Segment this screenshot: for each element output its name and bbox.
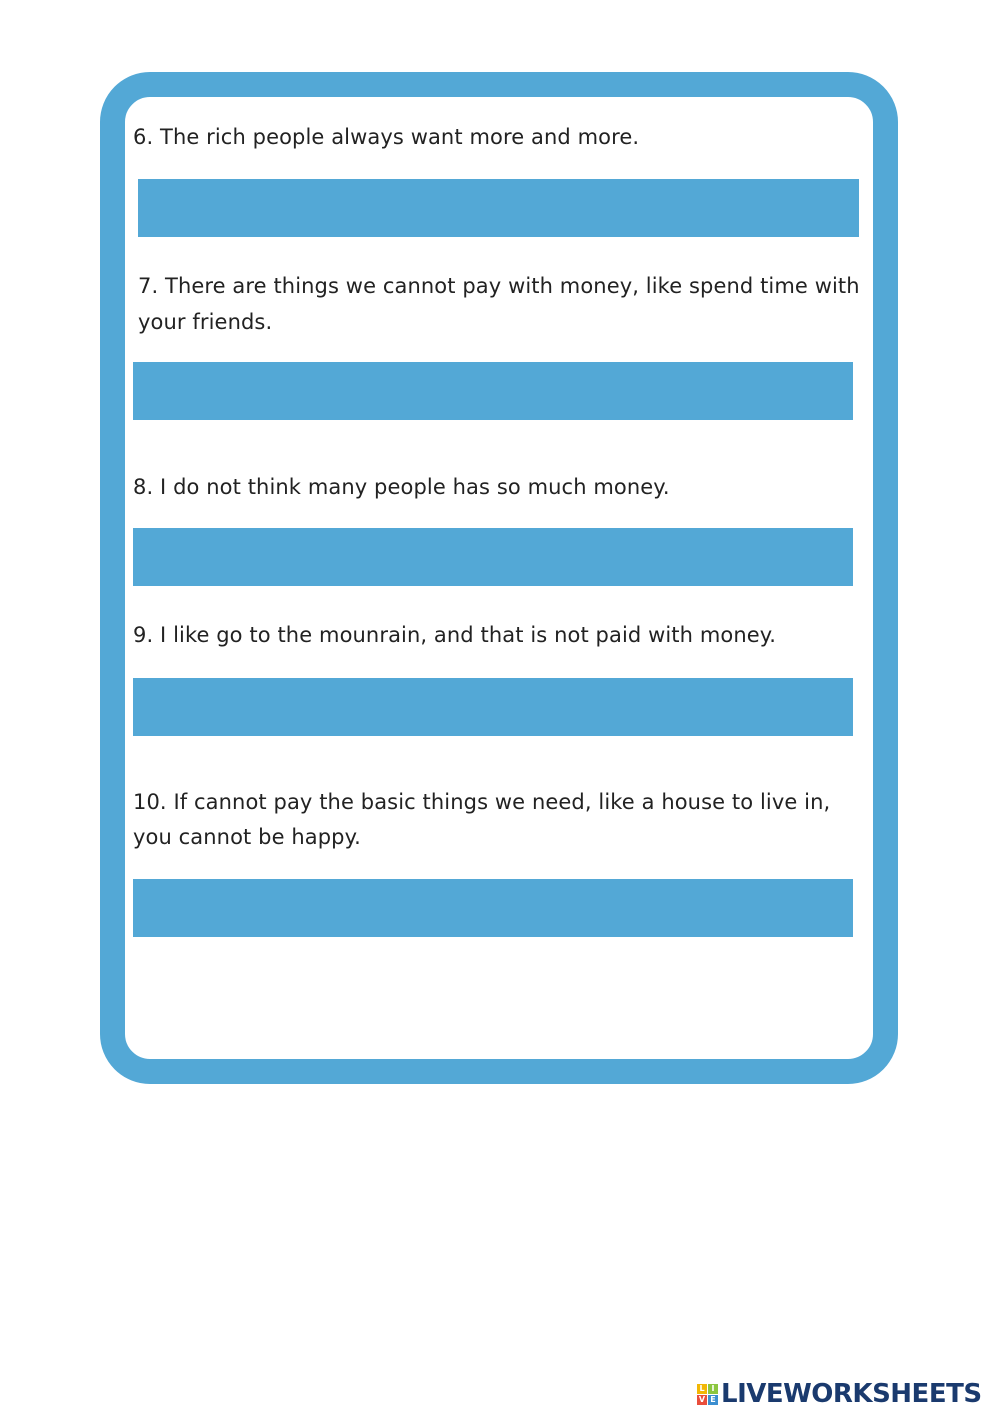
answer-input-6[interactable] [138,179,859,237]
question-10-text-line2: you cannot be happy. [133,825,361,849]
answer-input-7[interactable] [133,362,853,420]
liveworksheets-logo [697,1378,982,1410]
logo-grid-cell: I [708,1384,718,1394]
logo-text: LIVEWORKSHEETS [721,1379,982,1409]
question-10-text-line1: 10. If cannot pay the basic things we need, like a house to live in, [133,790,831,814]
logo-grid-cell: L [697,1384,707,1394]
logo-grid-icon [697,1384,718,1405]
question-9-text: 9. I like go to the mounrain, and that is not paid with money. [133,623,777,647]
question-7-text-line2: your friends. [138,310,273,334]
answer-input-9[interactable] [133,678,853,736]
question-8-text: 8. I do not think many people has so much money. [133,475,670,499]
logo-grid-cell: E [708,1395,718,1405]
answer-input-10[interactable] [133,879,853,937]
logo-grid-cell: V [698,1394,706,1404]
question-7-text-line1: 7. There are things we cannot pay with money, like spend time with [138,274,860,298]
answer-input-8[interactable] [133,528,853,586]
question-6-text: 6. The rich people always want more and more. [133,125,640,149]
